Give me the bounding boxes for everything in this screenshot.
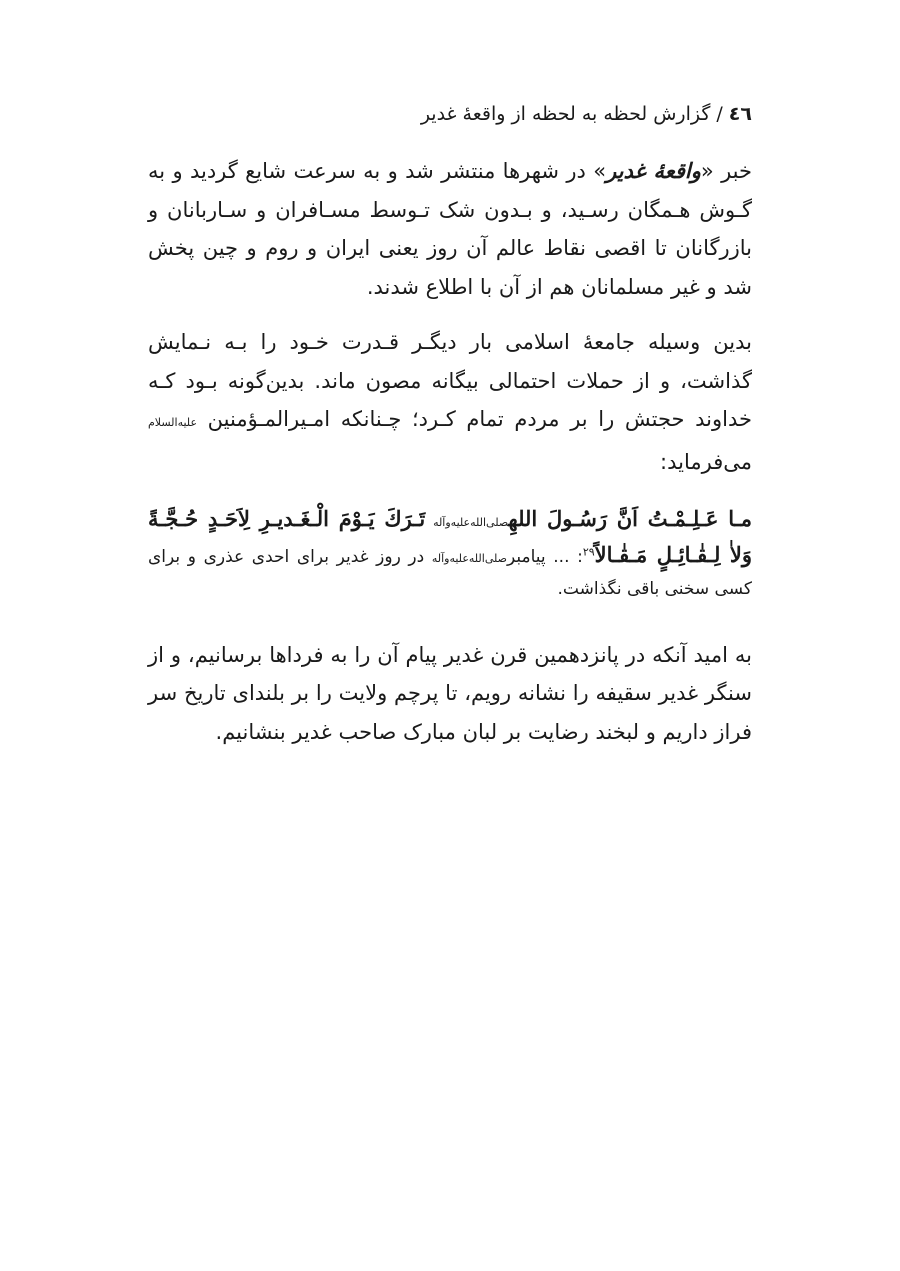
- event-name-emphasis: واقعۀ غدیر: [606, 159, 701, 183]
- honorific-mark: صلی‌الله‌علیه‌وآله: [433, 516, 509, 529]
- book-title: گزارش لحظه به لحظه از واقعۀ غدیر: [420, 103, 711, 125]
- hadith-quote: [148, 503, 752, 606]
- running-header: [148, 96, 752, 132]
- translation-part-1: : ... پیامبر: [506, 546, 583, 567]
- honorific-mark: صلی‌الله‌علیه‌وآله: [431, 551, 507, 565]
- header-separator: /: [716, 103, 723, 125]
- paragraph-2-end: می‌فرماید:: [660, 449, 752, 474]
- paragraph-2-start: بدین وسیله جامعۀ اسلامی بار دیگـر قـدرت خـود را بـه نـمایش گذاشت، و از حملات احتمالی بیگانه مصون ماند. بدین‌گونه بـود کـه خداوند حجتش را بر مردم تمام کـرد؛ چـنانکه امـیرالمـؤمنین: [148, 330, 752, 431]
- translation-part-2: در روز غدیر برای احدی عذری و برای کسی سخنی باقی نگذاشت.: [148, 546, 752, 599]
- page-number: ٤٦: [728, 103, 752, 125]
- paragraph-1: [148, 152, 752, 306]
- honorific-mark: علیه‌السلام: [148, 416, 198, 429]
- body-text: [148, 152, 752, 751]
- paragraph-1-start: خبر «: [700, 159, 752, 183]
- paragraph-2: [148, 323, 752, 481]
- paragraph-1-rest: » در شهرها منتشر شد و به سرعت شایع گردید و به گـوش هـمگان رسـید، و بـدون شک تـوسط مسـافران و سـاربانان و بازرگانان تا اقصی نقاط عالم آن روز یعنی ایران و روم و چین پخش شد و غیر مسلمانان هم از آن با اطلاع شدند.: [148, 159, 752, 299]
- arabic-quote-part-2: تَـرَكَ يَـوْمَ الْـغَـديـرِ لِاَحَـدٍ حُـجَّـةً وَلاٰ لِـقٰـائِـلٍ مَـقٰـالاً: [148, 506, 753, 567]
- footnote-marker: ٢٩: [582, 544, 595, 558]
- arabic-quote-part-1: مـا عَـلِـمْـتُ اَنَّ رَسُـولَ اللهِ: [508, 506, 752, 531]
- paragraph-3: به امید آنکه در پانزدهمین قرن غدیر پیام آن را به فرداها برسانیم، و از سنگر غدیر سقیفه را نشانه رویم، تا پرچم ولایت را بر بلندای تاریخ سر فراز داریم و لبخند رضایت بر لبان مبارک صاحب غدیر بنشانیم.: [148, 642, 752, 744]
